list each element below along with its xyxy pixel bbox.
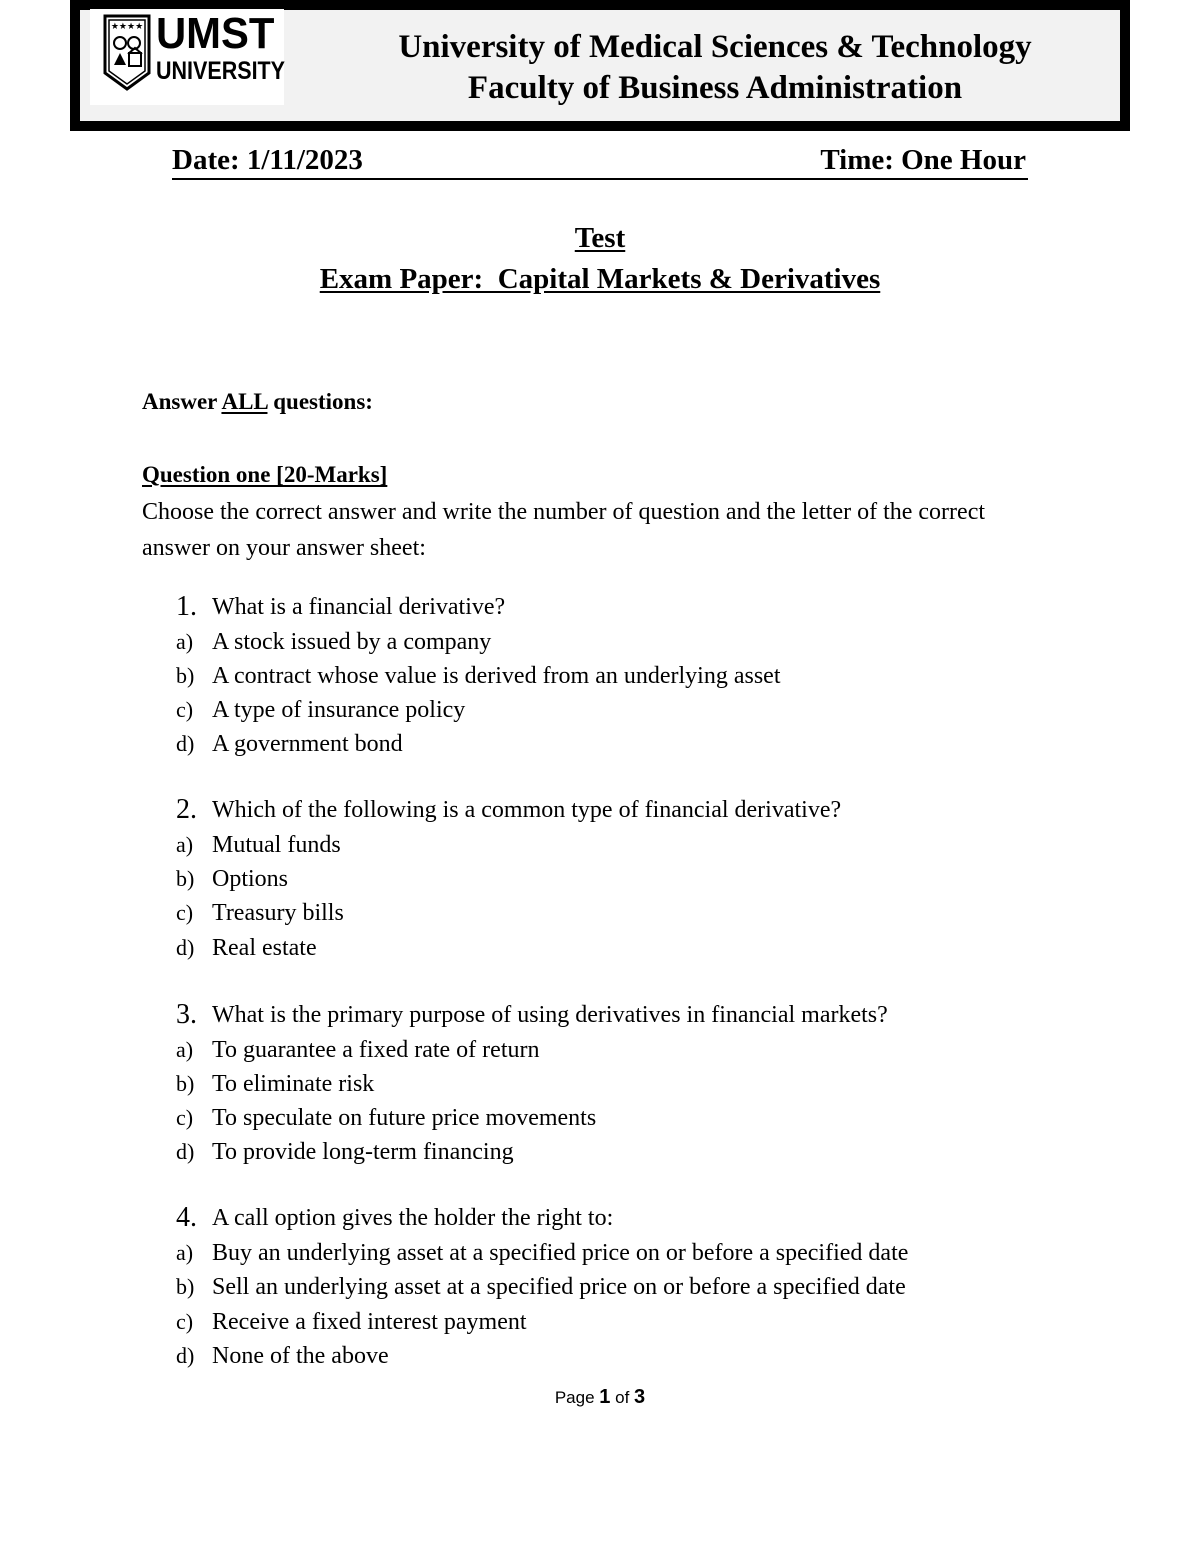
option-letter: c) [176, 697, 194, 722]
option-text: Treasury bills [212, 900, 344, 926]
answer-instruction [142, 386, 373, 418]
option-text: Options [212, 866, 289, 892]
option-letter: a) [176, 629, 194, 654]
svg-text:★★★★: ★★★★ [110, 22, 144, 32]
option-text: To speculate on future price movements [212, 1105, 597, 1131]
option-text: None of the above [212, 1343, 389, 1369]
option-text: A type of insurance policy [212, 697, 466, 723]
exam-date: Date: 1/11/2023 [172, 144, 363, 176]
option-text: A government bond [212, 731, 403, 757]
logo-text-umst: UMST [156, 9, 275, 58]
option-text: Sell an underlying asset at a specified price on or before a specified date [212, 1274, 906, 1300]
instruction-emphasis: ALL [221, 389, 268, 414]
question-number: 1. [176, 591, 197, 622]
of-word: of [610, 1388, 635, 1407]
question-text: Which of the following is a common type of financial derivative? [212, 797, 842, 823]
option-letter: b) [176, 663, 195, 688]
date-time-line [172, 140, 1028, 180]
header-box [70, 0, 1130, 131]
option-text: A contract whose value is derived from an underlying asset [212, 663, 781, 689]
option-letter: b) [176, 1071, 195, 1096]
option-letter: b) [176, 1274, 195, 1299]
option-letter: b) [176, 866, 195, 891]
option-letter: d) [176, 1343, 195, 1368]
page-word: Page [554, 1388, 600, 1407]
university-logo [90, 9, 284, 105]
seal-icon [102, 13, 152, 91]
question-number: 2. [176, 794, 197, 825]
section-heading: Question one [20-Marks] [142, 462, 388, 487]
option-letter: c) [176, 1105, 194, 1130]
option-letter: a) [176, 1037, 194, 1062]
option-letter: d) [176, 1139, 195, 1164]
question-number: 4. [176, 1202, 197, 1233]
question-number: 3. [176, 999, 197, 1030]
question-text: What is the primary purpose of using derivatives in financial markets? [212, 1002, 888, 1028]
page-current: 1 [599, 1386, 611, 1408]
option-text: To provide long-term financing [212, 1139, 514, 1165]
option-text: Mutual funds [212, 832, 341, 858]
test-title [0, 219, 1200, 257]
university-name: University of Medical Sciences & Technology [398, 29, 1032, 65]
option-letter: c) [176, 900, 194, 925]
page-footer [0, 1383, 1200, 1412]
section-intro: Choose the correct answer and write the number of question and the letter of the correct answer on your answer sheet: [142, 499, 986, 561]
option-letter: a) [176, 1240, 194, 1265]
option-letter: c) [176, 1309, 194, 1334]
instruction-prefix: Answer [142, 389, 222, 414]
option-text: Receive a fixed interest payment [212, 1309, 527, 1335]
option-text: To guarantee a fixed rate of return [212, 1037, 540, 1063]
option-text: Real estate [212, 935, 317, 961]
header-inner [80, 10, 1120, 121]
page-total: 3 [634, 1386, 646, 1408]
exam-paper-title [0, 260, 1200, 298]
option-letter: d) [176, 935, 195, 960]
test-title-text: Test [574, 222, 626, 254]
option-text: A stock issued by a company [212, 629, 492, 655]
exam-paper-title-text: Exam Paper: Capital Markets & Derivatives [319, 263, 881, 295]
option-text: Buy an underlying asset at a specified price on or before a specified date [212, 1240, 909, 1266]
option-letter: a) [176, 832, 194, 857]
option-text: To eliminate risk [212, 1071, 375, 1097]
instruction-suffix: questions: [267, 389, 373, 414]
faculty-name: Faculty of Business Administration [467, 70, 963, 106]
option-letter: d) [176, 731, 195, 756]
question-text: What is a financial derivative? [212, 594, 506, 620]
logo-text-university: UNIVERSITY [156, 57, 286, 85]
exam-time: Time: One Hour [820, 144, 1026, 176]
question-text: A call option gives the holder the right to: [212, 1205, 614, 1231]
